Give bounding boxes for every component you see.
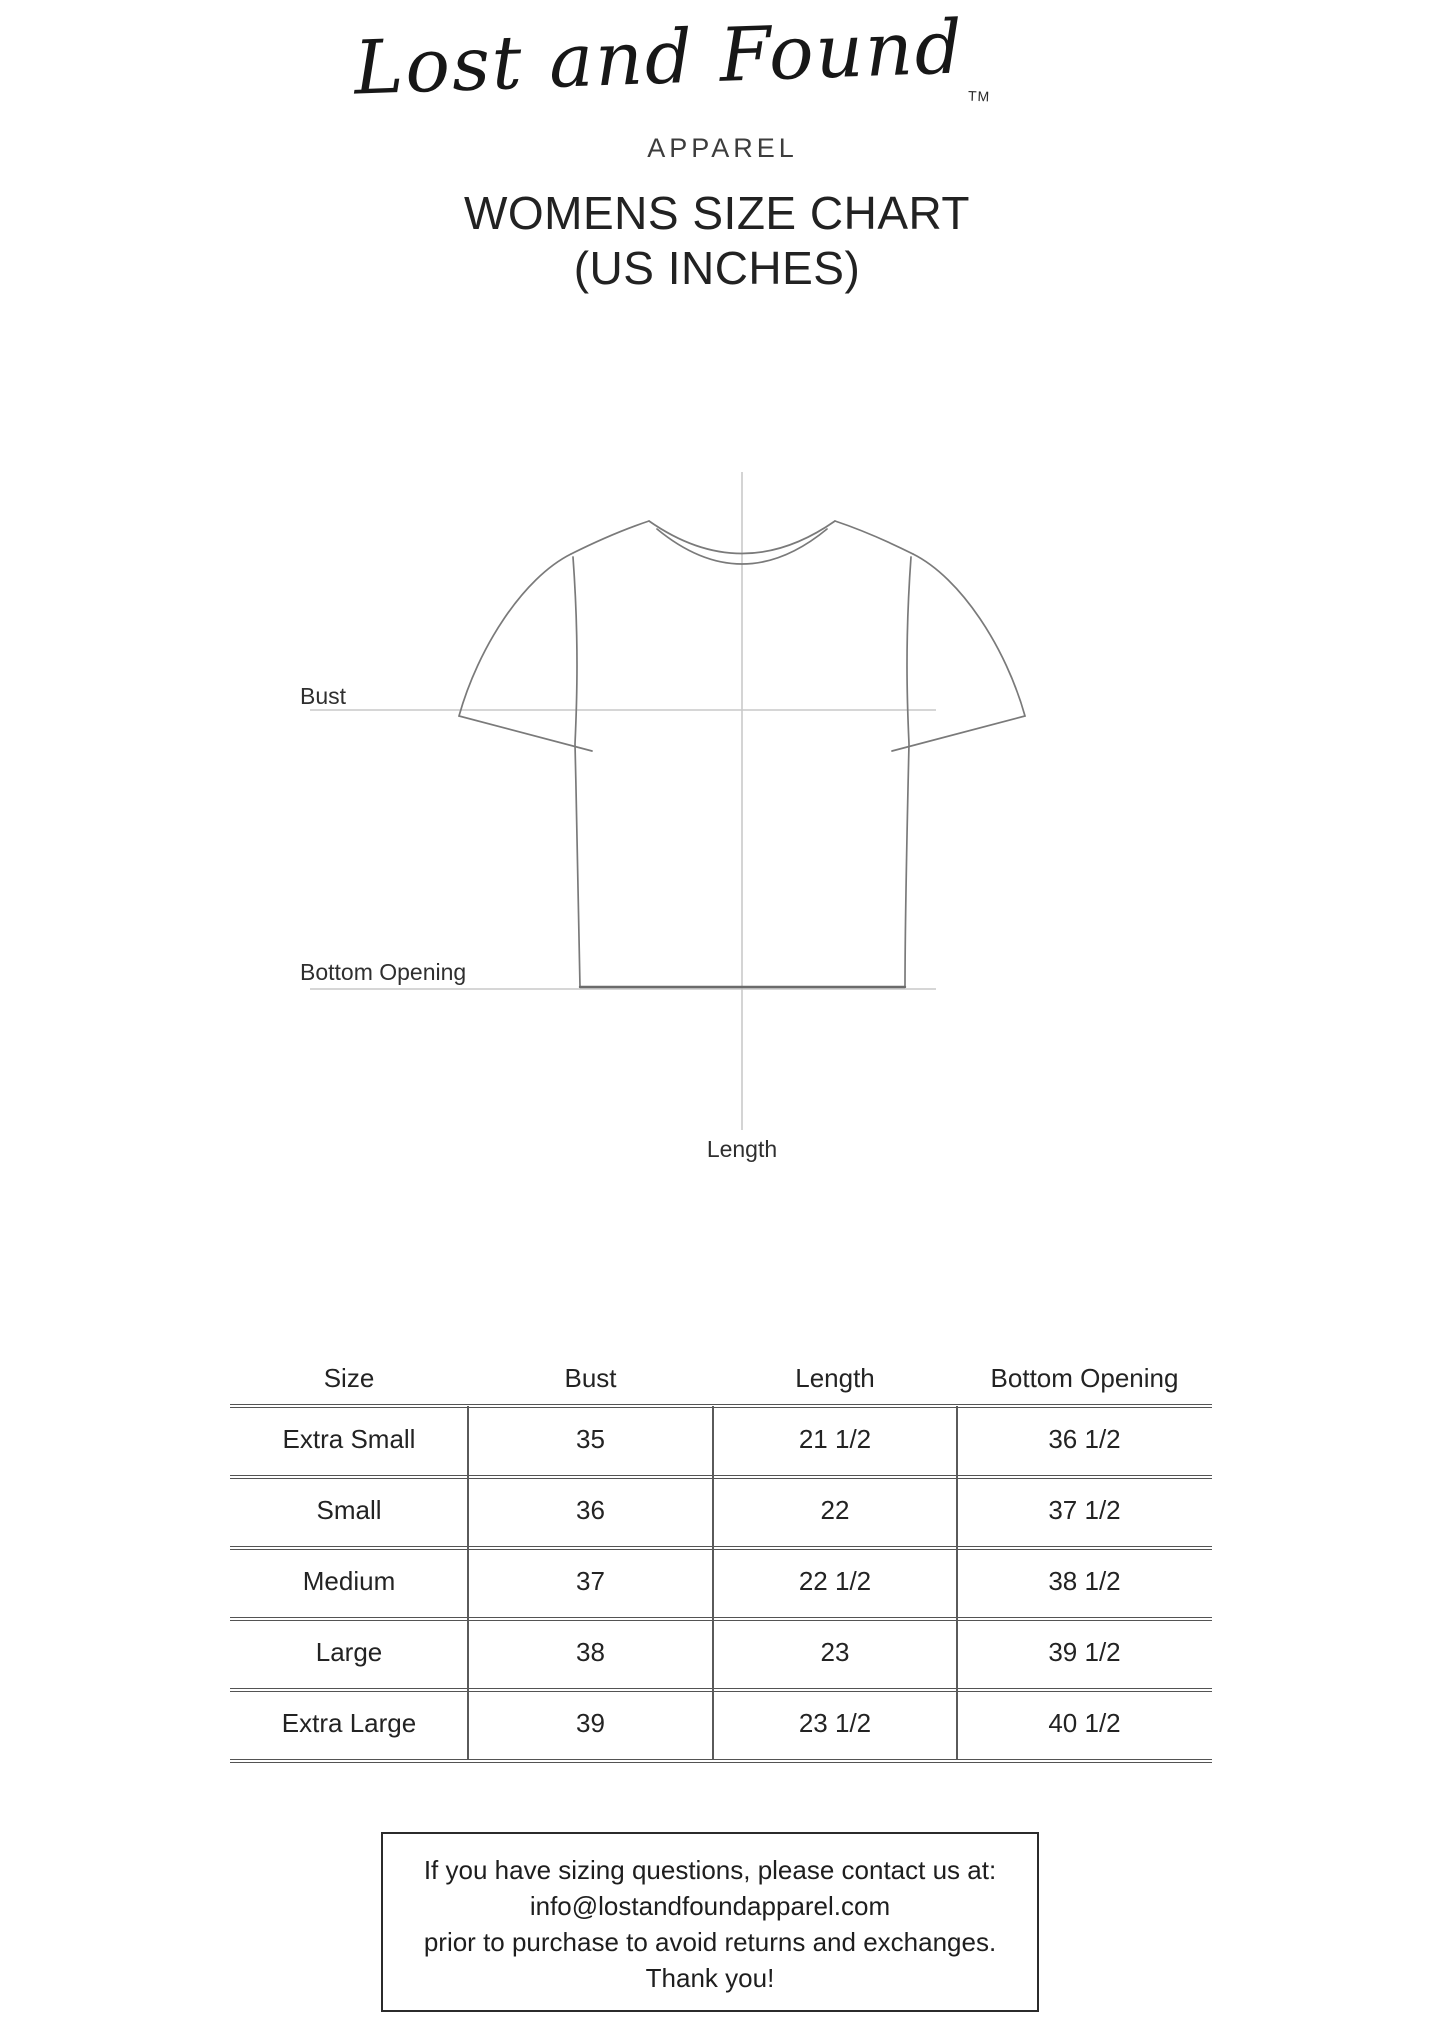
sizing-contact-note bbox=[381, 1832, 1039, 2012]
table-row-medium bbox=[230, 1546, 1212, 1617]
cell-size: Medium bbox=[302, 1566, 396, 1596]
cell-size: Large bbox=[315, 1637, 383, 1667]
table-row-extra-large bbox=[230, 1688, 1212, 1759]
page-title-line1: WOMENS SIZE CHART bbox=[463, 187, 970, 239]
cell-bottom-opening: 37 1/2 bbox=[1048, 1495, 1121, 1525]
header-bust: Bust bbox=[564, 1362, 617, 1393]
cell-length: 23 1/2 bbox=[798, 1708, 872, 1738]
table-rule-bottom bbox=[230, 1759, 1212, 1763]
cell-length: 21 1/2 bbox=[798, 1424, 872, 1454]
cell-bust: 35 bbox=[576, 1424, 605, 1454]
cell-size: Extra Large bbox=[281, 1708, 417, 1738]
left-sleeve bbox=[459, 554, 592, 751]
trademark-mark: TM bbox=[968, 87, 991, 105]
cell-bust: 39 bbox=[576, 1708, 605, 1738]
table-row-large bbox=[230, 1617, 1212, 1688]
right-shoulder bbox=[835, 521, 913, 554]
contact-note-line4: Thank you! bbox=[645, 1963, 775, 1993]
cell-length: 23 bbox=[820, 1637, 850, 1667]
length-label: Length bbox=[706, 1136, 778, 1162]
page-title-line2: (US INCHES) bbox=[573, 242, 861, 294]
cell-bottom-opening: 36 1/2 bbox=[1048, 1424, 1121, 1454]
brand-subtitle: APPAREL bbox=[647, 133, 798, 163]
cell-length: 22 1/2 bbox=[798, 1566, 872, 1596]
cell-bust: 36 bbox=[576, 1495, 605, 1525]
cell-bust: 37 bbox=[576, 1566, 605, 1596]
contact-note-line3: prior to purchase to avoid returns and exchanges. bbox=[423, 1927, 997, 1957]
table-row-extra-small bbox=[230, 1404, 1212, 1475]
right-sleeve bbox=[892, 554, 1025, 751]
cell-bottom-opening: 40 1/2 bbox=[1048, 1708, 1121, 1738]
cell-length: 22 bbox=[820, 1495, 850, 1525]
contact-email: info@lostandfoundapparel.com bbox=[529, 1891, 891, 1921]
bust-label: Bust bbox=[300, 683, 347, 709]
header-size: Size bbox=[323, 1362, 375, 1393]
contact-note-line1: If you have sizing questions, please contact us at: bbox=[423, 1855, 997, 1885]
cell-size: Extra Small bbox=[282, 1424, 416, 1454]
size-table-header bbox=[230, 1352, 1212, 1404]
cell-bottom-opening: 39 1/2 bbox=[1048, 1637, 1121, 1667]
cell-bottom-opening: 38 1/2 bbox=[1048, 1566, 1121, 1596]
brand-script-logo: Lost and Found bbox=[352, 4, 966, 112]
header-length: Length bbox=[795, 1362, 875, 1393]
cell-size: Small bbox=[316, 1495, 382, 1525]
left-shoulder bbox=[571, 521, 649, 554]
cell-bust: 38 bbox=[576, 1637, 605, 1667]
table-row-small bbox=[230, 1475, 1212, 1546]
bottom-opening-label: Bottom Opening bbox=[300, 959, 467, 985]
header-bottom-opening: Bottom Opening bbox=[990, 1362, 1179, 1393]
left-body-seam bbox=[573, 557, 580, 987]
right-body-seam bbox=[905, 557, 911, 987]
